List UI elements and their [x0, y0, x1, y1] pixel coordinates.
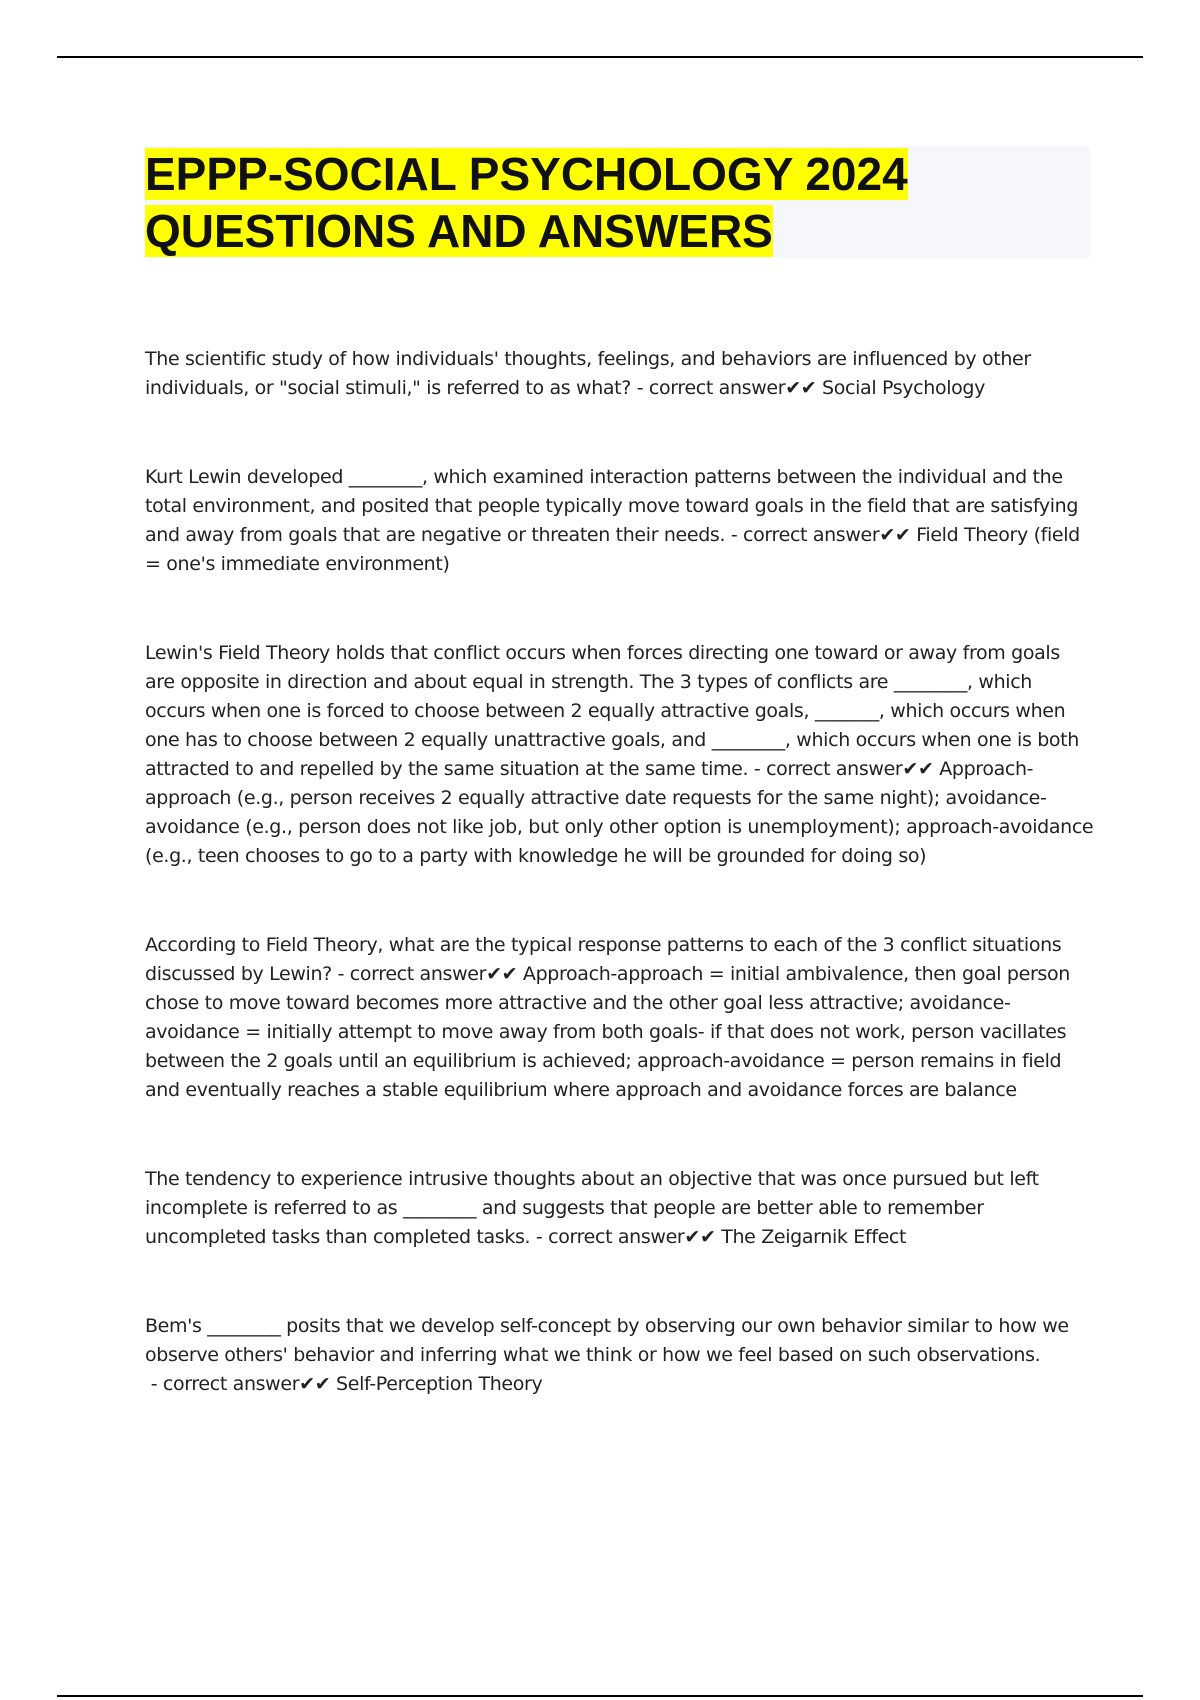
question-text: According to Field Theory, what are the typical response patterns to each of the 3 conflict situations discussed by Lewin?: [145, 934, 1062, 985]
bottom-rule: [57, 1695, 1143, 1697]
question-text: Lewin's Field Theory holds that conflict occurs when forces directing one toward or away from goals are opposite in direction and about equal in strength. The 3 types of conflicts are ________, which occurs when one is forced to choose between 2 equally attractive goals, _______, which occurs when one has to choose between 2 equally unattractive goals, and ________, which occurs when one is both attracted to and repelled by the same situation at the same time.: [145, 642, 1079, 780]
title-block: [145, 146, 1090, 258]
top-rule: [57, 56, 1143, 58]
qa-list: [145, 345, 1095, 1459]
answer-text: Field Theory (field = one's immediate environment): [145, 524, 1080, 575]
answer-marker: - correct answer✔✔: [145, 1373, 337, 1395]
answer-text: The Zeigarnik Effect: [721, 1226, 907, 1248]
qa-item: [145, 345, 1095, 403]
answer-marker: - correct answer✔✔: [331, 963, 523, 985]
qa-item: [145, 1312, 1095, 1399]
question-text: Kurt Lewin developed ________, which examined interaction patterns between the individual and the total environment, and posited that people typically move toward goals in the field that are satisfying and away from goals that are negative or threaten their needs.: [145, 466, 1079, 546]
answer-marker: - correct answer✔✔: [631, 377, 823, 399]
answer-marker: - correct answer✔✔: [748, 758, 940, 780]
answer-text: Approach-approach = initial ambivalence, then goal person chose to move toward becomes more attractive and the other goal less attractive; avoidance-avoidance = initially attempt to move away from both goals- if that does not work, person vacillates between the 2 goals until an equilibrium is achieved; approach-avoidance = person remains in field and eventually reaches a stable equilibrium where approach and avoidance forces are balance: [145, 963, 1070, 1101]
answer-marker: - correct answer✔✔: [530, 1226, 722, 1248]
qa-item: [145, 463, 1095, 579]
qa-item: [145, 1165, 1095, 1252]
answer-text: Approach-approach (e.g., person receives 2 equally attractive date requests for the same night); avoidance-avoidance (e.g., person does not like job, but only other option is unemployment); approach-avoidance (e.g., teen chooses to go to a party with knowledge he will be grounded for doing so): [145, 758, 1094, 867]
qa-item: [145, 931, 1095, 1105]
answer-text: Social Psychology: [822, 377, 986, 399]
qa-item: [145, 639, 1095, 871]
answer-marker: - correct answer✔✔: [725, 524, 917, 546]
page-title: [145, 146, 1090, 260]
answer-text: Self-Perception Theory: [336, 1373, 543, 1395]
title-line-1: EPPP-SOCIAL PSYCHOLOGY 2024: [145, 148, 908, 200]
question-text: The tendency to experience intrusive thoughts about an objective that was once pursued but left incomplete is referred to as ________ and suggests that people are better able to remember uncompleted tasks than completed tasks.: [145, 1168, 1039, 1248]
title-line-2: QUESTIONS AND ANSWERS: [145, 205, 773, 257]
question-text: The scientific study of how individuals' thoughts, feelings, and behaviors are influenced by other individuals, or "social stimuli," is referred to as what?: [145, 348, 1031, 399]
question-text: Bem's ________ posits that we develop self-concept by observing our own behavior similar to how we observe others' behavior and inferring what we think or how we feel based on such observations.: [145, 1315, 1069, 1366]
